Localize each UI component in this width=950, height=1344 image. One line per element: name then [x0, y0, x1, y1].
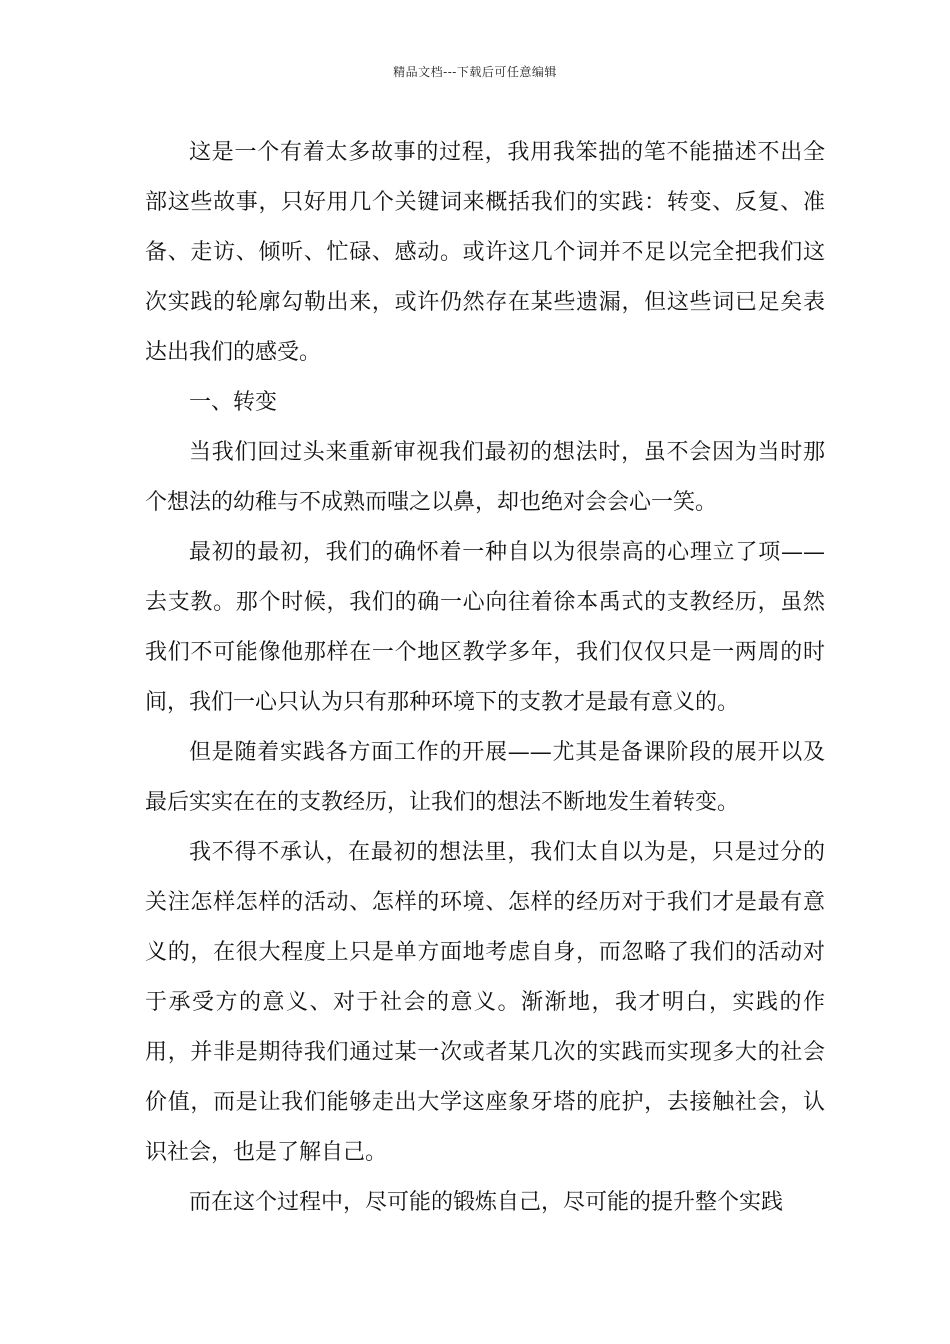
- section-heading: 一、转变: [189, 390, 278, 415]
- page-header: 精品文档---下载后可任意编辑: [393, 65, 557, 79]
- paragraph-change: 但是随着实践各方面工作的开展——尤其是备课阶段的展开以及最后实实在在的支教经历，让我们的想法不断地发生着转变。: [145, 740, 825, 815]
- document-body: [145, 128, 825, 1228]
- paragraph-process: 而在这个过程中，尽可能的锻炼自己，尽可能的提升整个实践: [189, 1190, 784, 1215]
- paragraph-admission: 我不得不承认，在最初的想法里，我们太自以为是，只是过分的关注怎样怎样的活动、怎样的环境、怎样的经历对于我们才是最有意义的，在很大程度上只是单方面地考虑自身，而忽略了我们的活动对于承受方的意义、对于社会的意义。渐渐地，我才明白，实践的作用，并非是期待我们通过某一次或者某几次的实践而实现多大的社会价值，而是让我们能够走出大学这座象牙塔的庇护，去接触社会，认识社会，也是了解自己。: [145, 840, 825, 1165]
- paragraph-review: 当我们回过头来重新审视我们最初的想法时，虽不会因为当时那个想法的幼稚与不成熟而嗤之以鼻，却也绝对会会心一笑。: [145, 440, 825, 515]
- paragraph-initial: 最初的最初，我们的确怀着一种自以为很崇高的心理立了项——去支教。那个时候，我们的确一心向往着徐本禹式的支教经历，虽然我们不可能像他那样在一个地区教学多年，我们仅仅只是一两周的时间，我们一心只认为只有那种环境下的支教才是最有意义的。: [145, 540, 825, 715]
- paragraph-intro: 这是一个有着太多故事的过程，我用我笨拙的笔不能描述不出全部这些故事，只好用几个关键词来概括我们的实践：转变、反复、准备、走访、倾听、忙碌、感动。或许这几个词并不足以完全把我们这次实践的轮廓勾勒出来，或许仍然存在某些遗漏，但这些词已足矣表达出我们的感受。: [145, 140, 825, 365]
